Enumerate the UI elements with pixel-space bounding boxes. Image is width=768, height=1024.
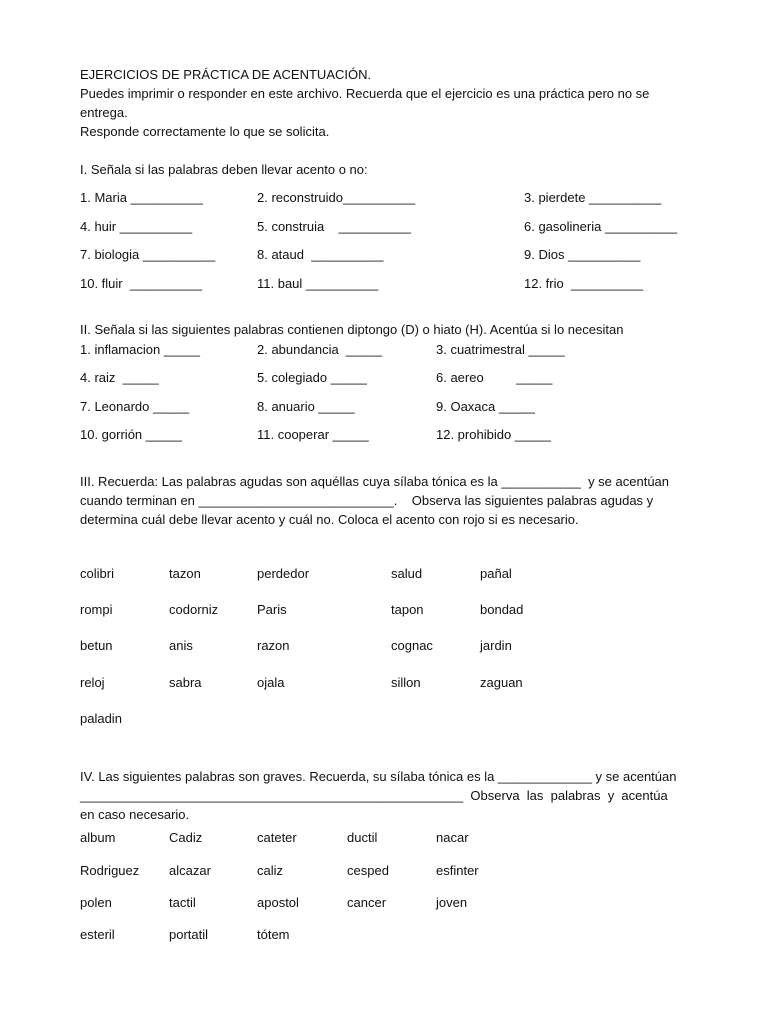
exercise-item: 6. gasolineria __________ <box>524 219 678 234</box>
section-heading: II. Señala si las siguientes palabras contienen diptongo (D) o hiato (H). Acentúa si lo necesitan <box>80 322 624 337</box>
word-item: ojala <box>257 675 285 690</box>
word-item: alcazar <box>169 863 211 878</box>
word-item: cancer <box>347 895 387 910</box>
instruction-line: Responde correctamente lo que se solicita. <box>80 124 330 139</box>
exercise-item: 3. cuatrimestral _____ <box>436 342 565 357</box>
word-item: sabra <box>169 675 202 690</box>
word-item: nacar <box>436 830 469 845</box>
section-text: III. Recuerda: Las palabras agudas son aquéllas cuya sílaba tónica es la ___________ y se acentúan <box>80 474 670 489</box>
exercise-item: 3. pierdete __________ <box>524 190 662 205</box>
word-item: anis <box>169 638 193 653</box>
word-item: cateter <box>257 830 297 845</box>
word-item: jardin <box>480 638 512 653</box>
word-item: perdedor <box>257 566 310 581</box>
section-heading: I. Señala si las palabras deben llevar acento o no: <box>80 162 368 177</box>
exercise-item: 7. Leonardo _____ <box>80 399 190 414</box>
exercise-item: 12. frio __________ <box>524 276 644 291</box>
word-item: salud <box>391 566 423 581</box>
exercise-item: 6. aereo _____ <box>436 370 553 385</box>
exercise-item: 10. fluir __________ <box>80 276 203 291</box>
exercise-item: 8. ataud __________ <box>257 247 384 262</box>
word-item: portatil <box>169 927 209 942</box>
word-item: tactil <box>169 895 196 910</box>
word-item: razon <box>257 638 290 653</box>
word-item: polen <box>80 895 112 910</box>
exercise-item: 11. baul __________ <box>257 276 379 291</box>
word-item: zaguan <box>480 675 523 690</box>
word-item: colibri <box>80 566 114 581</box>
exercise-item: 1. inflamacion _____ <box>80 342 200 357</box>
word-item: cesped <box>347 863 389 878</box>
exercise-item: 4. raiz _____ <box>80 370 159 385</box>
section-text: cuando terminan en ___________________________. Observa las siguientes palabras agudas y <box>80 493 654 508</box>
page-title: EJERCICIOS DE PRÁCTICA DE ACENTUACIÓN. <box>80 67 372 82</box>
word-item: codorniz <box>169 602 219 617</box>
word-item: joven <box>436 895 468 910</box>
word-item: esfinter <box>436 863 479 878</box>
word-item: tótem <box>257 927 290 942</box>
exercise-item: 2. reconstruido__________ <box>257 190 416 205</box>
word-item: cognac <box>391 638 433 653</box>
exercise-item: 4. huir __________ <box>80 219 193 234</box>
word-item: album <box>80 830 116 845</box>
exercise-item: 8. anuario _____ <box>257 399 355 414</box>
word-item: tapon <box>391 602 424 617</box>
word-item: esteril <box>80 927 115 942</box>
word-item: apostol <box>257 895 299 910</box>
word-item: betun <box>80 638 113 653</box>
word-item: rompi <box>80 602 113 617</box>
section-text: _____________________________________________________ Observa las palabras y acentúa <box>80 788 668 803</box>
word-item: tazon <box>169 566 201 581</box>
instruction-line: entrega. <box>80 105 128 120</box>
section-text: IV. Las siguientes palabras son graves. Recuerda, su sílaba tónica es la _____________ y se acentúan <box>80 769 677 784</box>
exercise-item: 11. cooperar _____ <box>257 427 369 442</box>
exercise-item: 5. construia __________ <box>257 219 411 234</box>
word-item: pañal <box>480 566 512 581</box>
instruction-line: Puedes imprimir o responder en este archivo. Recuerda que el ejercicio es una práctica pero no se <box>80 86 650 101</box>
exercise-item: 9. Oaxaca _____ <box>436 399 536 414</box>
exercise-item: 12. prohibido _____ <box>436 427 551 442</box>
exercise-item: 2. abundancia _____ <box>257 342 383 357</box>
exercise-item: 5. colegiado _____ <box>257 370 367 385</box>
exercise-item: 7. biologia __________ <box>80 247 216 262</box>
section-text: en caso necesario. <box>80 807 190 822</box>
word-item: Rodriguez <box>80 863 140 878</box>
word-item: reloj <box>80 675 105 690</box>
word-item: ductil <box>347 830 378 845</box>
word-item: Cadiz <box>169 830 203 845</box>
word-item: Paris <box>257 602 287 617</box>
exercise-item: 1. Maria __________ <box>80 190 203 205</box>
exercise-item: 9. Dios __________ <box>524 247 641 262</box>
word-item: bondad <box>480 602 524 617</box>
section-text: determina cuál debe llevar acento y cuál no. Coloca el acento con rojo si es necesario. <box>80 512 579 527</box>
word-item: caliz <box>257 863 284 878</box>
word-item: sillon <box>391 675 421 690</box>
word-item: paladin <box>80 711 122 726</box>
exercise-item: 10. gorrión _____ <box>80 427 182 442</box>
